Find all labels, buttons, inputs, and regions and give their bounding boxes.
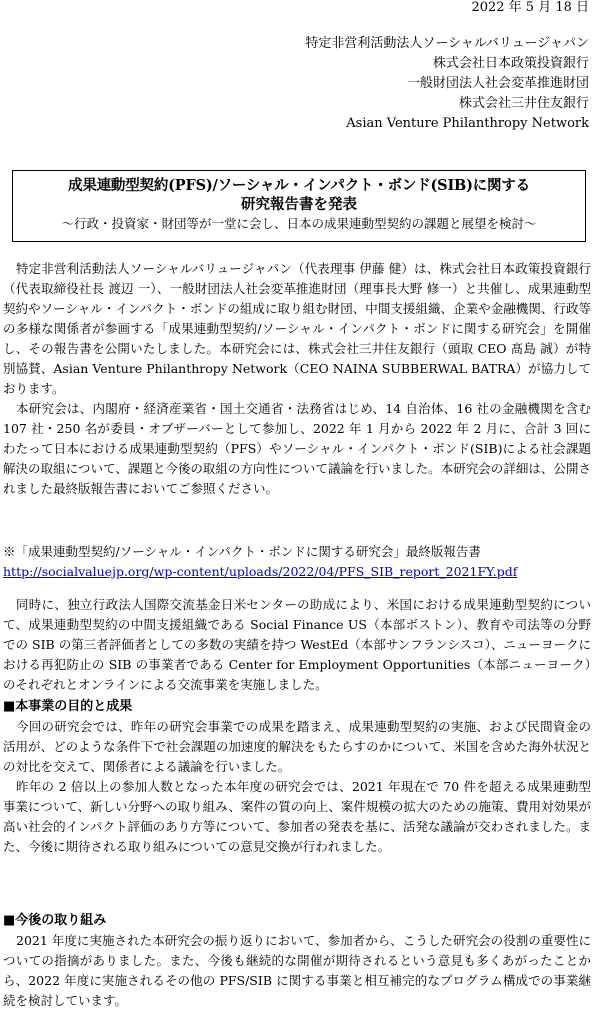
organization-name: 特定非営利活動法人ソーシャルバリュージャパン: [305, 36, 589, 51]
purpose-paragraph-1: 今回の研究会では、昨年の研究会事業での成果を踏まえ、成果連動型契約の実施、および民間資金の活用が、どのような条件下で社会課題の加速度的解決をもたらすのかについて、米国を含めた海外状況との対比を交えて、関係者による議論を行いました。: [3, 719, 591, 774]
exchange-paragraph: 同時に、独立行政法人国際交流基金日米センターの助成により、米国における成果連動型契約について、成果連動型契約の中間支援組織である Social Finance US（本部ボストン）、教育や司法等の分野での SIB の第三者評価者としての多数の実績を持つ WestEd（本部サンフランシスコ）、ニューヨークにおける再犯防止の SIB の事業者である Center for Employment Opportunities（本部ニューヨーク）のそれぞれとオンラインによる交流事業を実施しました。: [3, 597, 591, 692]
organization-name: 株式会社日本政策投資銀行: [432, 56, 589, 71]
subtitle: ～行政・投資家・財団等が一堂に会し、日本の成果連動型契約の課題と展望を検討～: [61, 216, 537, 231]
future-section: [3, 931, 591, 1011]
title-line-1: 成果連動型契約(PFS)/ソーシャル・インパクト・ボンド(SIB)に関する: [68, 177, 530, 194]
purpose-section: [3, 717, 591, 857]
report-link[interactable]: http://socialvaluejp.org/wp-content/uploads/2022/04/PFS_SIB_report_2021FY.pdf: [3, 564, 518, 579]
purpose-heading: ■本事業の目的と成果: [3, 699, 133, 714]
organization-name: 一般財団法人社会変革推進財団: [406, 76, 589, 91]
report-note: [3, 542, 598, 582]
purpose-paragraph-2: 昨年の 2 倍以上の参加人数となった本年度の研究会では、2021 年現在で 70 件を超える成果連動型事業について、新しい分野への取り組み、案件の質の向上、案件規模の拡大のための施策、費用対効果が高い社会的インパクト評価のあり方等について、参加者の発表を基に、活発な議論が交わされました。また、今後に期待される取り組みについての意見交換が行われました。: [3, 779, 591, 854]
exchange-section: [3, 595, 591, 695]
intro-paragraph-2: 本研究会は、内閣府・経済産業省・国土交通省・法務省はじめ、14 自治体、16 社の金融機関を含む 107 社・250 名が委員・オブザーバーとして参加し、2022 年 1 月から 2022 年 2 月に、合計 3 回にわたって日本における成果連動型契約（PFS）やソーシャル・インパクト・ボンド(SIB)による社会課題解決の取組について、課題と今後の取組の方向性について議論を行いました。本研究会の詳細は、公開されました最終版報告書においてご参照ください。: [3, 401, 591, 496]
intro-section: [3, 259, 591, 499]
title-box: [12, 170, 586, 242]
organization-name: Asian Venture Philanthropy Network: [346, 116, 589, 131]
organizations-list: [305, 34, 589, 134]
title-line-2: 研究報告書を発表: [241, 196, 357, 213]
report-note-text: ※「成果連動型契約/ソーシャル・インパクト・ボンドに関する研究会」最終版報告書: [3, 544, 481, 559]
release-date: 2022 年 5 月 18 日: [471, 0, 589, 15]
future-heading: ■今後の取り組み: [3, 913, 107, 928]
future-paragraph: 2021 年度に実施された本研究会の振り返りにおいて、参加者から、こうした研究会の役割の重要性についての指摘がありました。また、今後も継続的な開催が期待されるという意見も多くあがったことから、2022 年度に実施されるその他の PFS/SIB に関する事業と相互補完的なプログラム構成での事業継続を検討しています。: [3, 933, 591, 1008]
organization-name: 株式会社三井住友銀行: [458, 96, 589, 111]
intro-paragraph-1: 特定非営利活動法人ソーシャルバリュージャパン（代表理事 伊藤 健）は、株式会社日本政策投資銀行（代表取締役社長 渡辺 一）、一般財団法人社会変革推進財団（理事長大野 修一）と共催し、成果連動型契約やソーシャル・インパクト・ボンドの組成に取り組む財団、中間支援組織、企業や金融機関、行政等の多様な関係者が参画する「成果連動型契約/ソーシャル・インパクト・ボンドに関する研究会」を開催し、その報告書を公開いたしました。本研究会には、株式会社三井住友銀行（頭取 CEO 髙島 誠）が特別協賛、Asian Venture Philanthropy Network（CEO NAINA SUBBERWAL BATRA）が協力しております。: [3, 261, 591, 396]
